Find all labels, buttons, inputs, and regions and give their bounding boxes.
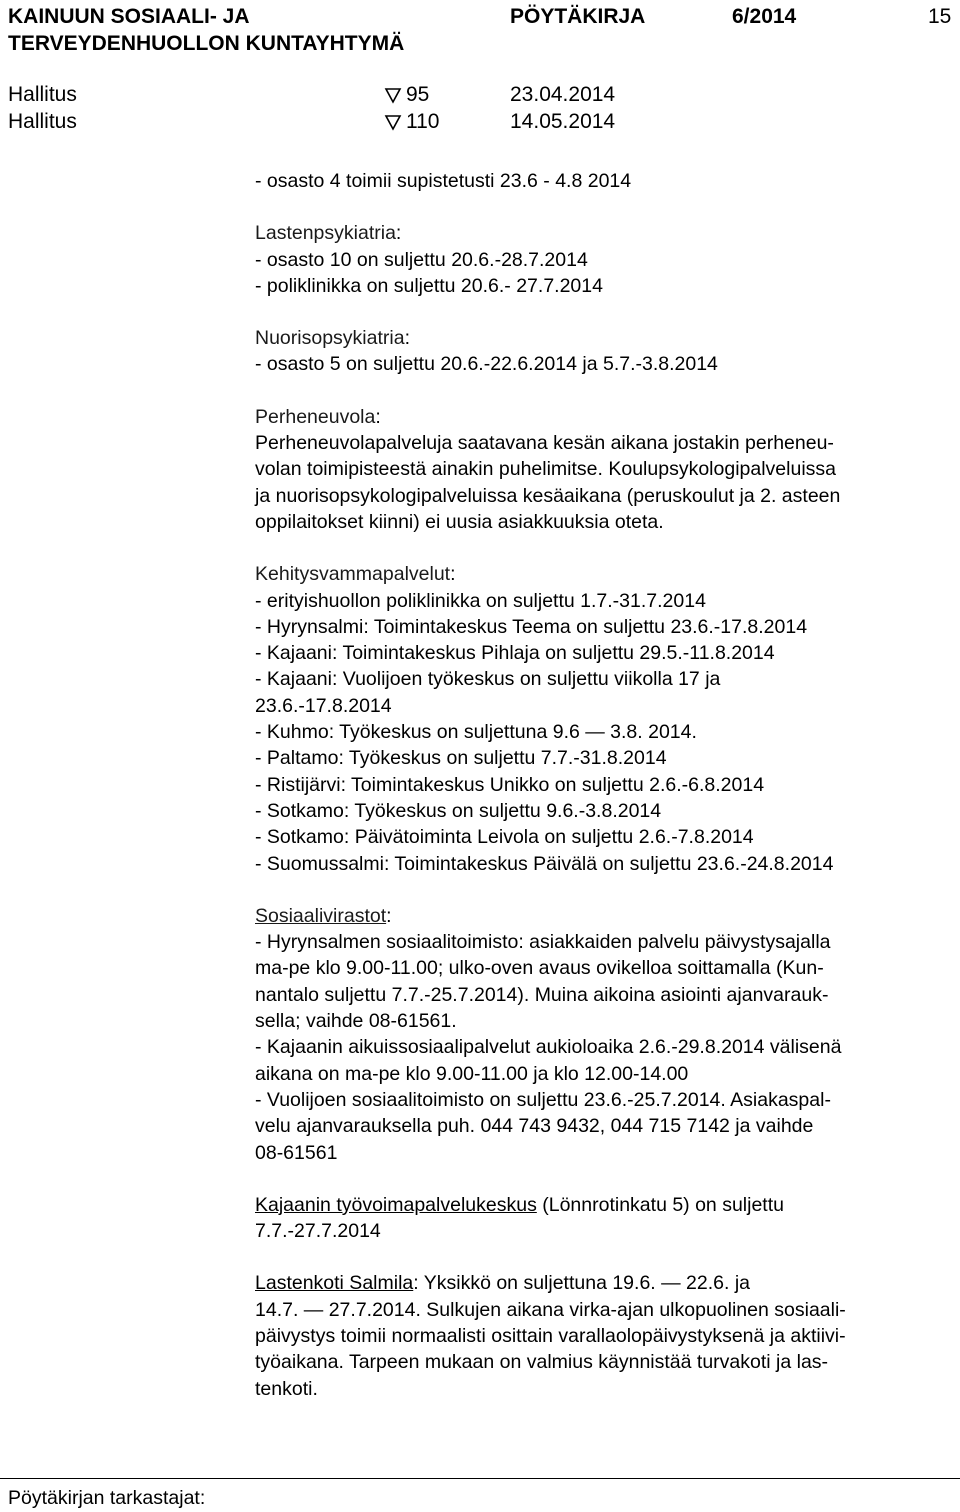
reference-row: [0, 108, 960, 135]
section-line: sella; vaihde 08-61561.: [255, 1010, 457, 1033]
section-line: - Sotkamo: Päivätoiminta Leivola on suljettu 2.6.-7.8.2014: [255, 826, 754, 849]
section-line: - osasto 5 on suljettu 20.6.-22.6.2014 ja 5.7.-3.8.2014: [255, 353, 718, 376]
section-line: tenkoti.: [255, 1377, 318, 1400]
section-line: työaikana. Tarpeen mukaan on valmius käynnistää turvakoti ja las-: [255, 1351, 829, 1374]
section-heading: Kehitysvammapalvelut:: [255, 563, 456, 586]
section-general: [255, 168, 955, 194]
section-line: 23.6.-17.8.2014: [255, 694, 392, 717]
section-heading: Kajaanin työvoimapalvelukeskus: [255, 1193, 537, 1216]
section-lastenkoti: [255, 1270, 955, 1401]
section-line: päivystys toimii normaalisti osittain varallaolopäivystyksenä ja aktiivi-: [255, 1324, 846, 1347]
section-line: - Suomussalmi: Toimintakeskus Päivälä on suljettu 23.6.-24.8.2014: [255, 852, 834, 875]
document-body: [255, 168, 955, 1428]
section-line: volan toimipisteestä ainakin puhelimitse. Koulupsykologipalveluissa: [255, 458, 836, 481]
page-number: 15: [928, 5, 952, 28]
footer-divider: [0, 1478, 960, 1479]
reference-arrow-icon: [384, 113, 402, 131]
organization-line-2: TERVEYDENHUOLLON KUNTAYHTYMÄ: [8, 32, 405, 55]
section-heading: Lastenkoti Salmila: [255, 1272, 414, 1295]
reference-body: Hallitus: [8, 110, 77, 133]
section-lastenpsykiatria: [255, 220, 955, 299]
reference-row: [0, 81, 960, 108]
reference-date: 14.05.2014: [510, 110, 616, 133]
section-line: - Kajaanin aikuissosiaalipalvelut aukioloaika 2.6.-29.8.2014 välisenä: [255, 1036, 842, 1059]
reference-body: Hallitus: [8, 83, 77, 106]
section-line: 7.7.-27.7.2014: [255, 1220, 381, 1243]
section-line: - Hyrynsalmi: Toimintakeskus Teema on suljettu 23.6.-17.8.2014: [255, 615, 808, 638]
section-line: nantalo suljettu 7.7.-25.7.2014). Muina aikoina asiointi ajanvarauk-: [255, 983, 829, 1006]
section-line: - osasto 4 toimii supistetusti 23.6 - 4.8 2014: [255, 170, 632, 192]
section-line: - osasto 10 on suljettu 20.6.-28.7.2014: [255, 248, 588, 271]
section-line: - Sotkamo: Työkeskus on suljettu 9.6.-3.8.2014: [255, 799, 662, 822]
section-line: - Paltamo: Työkeskus on suljettu 7.7.-31.8.2014: [255, 747, 667, 770]
section-line: - poliklinikka on suljettu 20.6.- 27.7.2014: [255, 274, 603, 297]
section-kehitysvammapalvelut: [255, 561, 955, 877]
section-sosiaalivirastot: [255, 903, 955, 1166]
reference-arrow-icon: [384, 86, 402, 104]
document-type: PÖYTÄKIRJA: [510, 5, 646, 28]
section-perheneuvola: [255, 404, 955, 535]
section-line: - Hyrynsalmen sosiaalitoimisto: asiakkaiden palvelu päivystysajalla: [255, 931, 831, 954]
section-line: ja nuorisopsykologipalveluissa kesäaikana (peruskoulut ja 2. asteen: [255, 484, 841, 507]
footer-label: Pöytäkirjan tarkastajat:: [8, 1487, 206, 1509]
organization-name: [8, 3, 404, 57]
document-number: 6/2014: [732, 5, 797, 28]
section-line: - Kajaani: Toimintakeskus Pihlaja on suljettu 29.5.-11.8.2014: [255, 642, 775, 665]
section-heading: Nuorisopsykiatria:: [255, 327, 410, 350]
section-line: 08-61561: [255, 1141, 338, 1164]
reference-number: 95: [406, 83, 430, 106]
section-line: - Kajaani: Vuolijoen työkeskus on suljettu viikolla 17 ja: [255, 668, 721, 691]
section-heading: Lastenpsykiatria:: [255, 222, 402, 245]
section-line: - Ristijärvi: Toimintakeskus Unikko on suljettu 2.6.-6.8.2014: [255, 773, 765, 796]
section-line: ma-pe klo 9.00-11.00; ulko-oven avaus ovikelloa soittamalla (Kun-: [255, 957, 824, 980]
section-line: - erityishuollon poliklinikka on suljettu 1.7.-31.7.2014: [255, 589, 706, 612]
section-line: oppilaitokset kiinni) ei uusia asiakkuuksia oteta.: [255, 510, 664, 533]
reference-number: 110: [406, 110, 440, 133]
section-line: Perheneuvolapalveluja saatavana kesän aikana jostakin perheneu-: [255, 432, 834, 455]
section-tyovoimapalvelukeskus: [255, 1192, 955, 1245]
section-heading: Sosiaalivirastot:: [255, 904, 392, 927]
reference-date: 23.04.2014: [510, 83, 616, 106]
organization-line-1: KAINUUN SOSIAALI- JA: [8, 5, 250, 28]
section-line: 14.7. — 27.7.2014. Sulkujen aikana virka-ajan ulkopuolinen sosiaali-: [255, 1298, 846, 1321]
section-line: - Vuolijoen sosiaalitoimisto on suljettu 23.6.-25.7.2014. Asiakaspal-: [255, 1088, 831, 1111]
section-line: Kajaanin työvoimapalvelukeskus (Lönnrotinkatu 5) on suljettu: [255, 1193, 784, 1216]
section-line: Lastenkoti Salmila: Yksikkö on suljettuna 19.6. — 22.6. ja: [255, 1272, 751, 1295]
section-line: aikana on ma-pe klo 9.00-11.00 ja klo 12.00-14.00: [255, 1062, 689, 1085]
section-nuorisopsykiatria: [255, 325, 955, 378]
section-line: velu ajanvarauksella puh. 044 743 9432, 044 715 7142 ja vaihde: [255, 1115, 814, 1138]
section-heading: Perheneuvola:: [255, 405, 381, 428]
section-line: - Kuhmo: Työkeskus on suljettuna 9.6 — 3.8. 2014.: [255, 721, 697, 744]
